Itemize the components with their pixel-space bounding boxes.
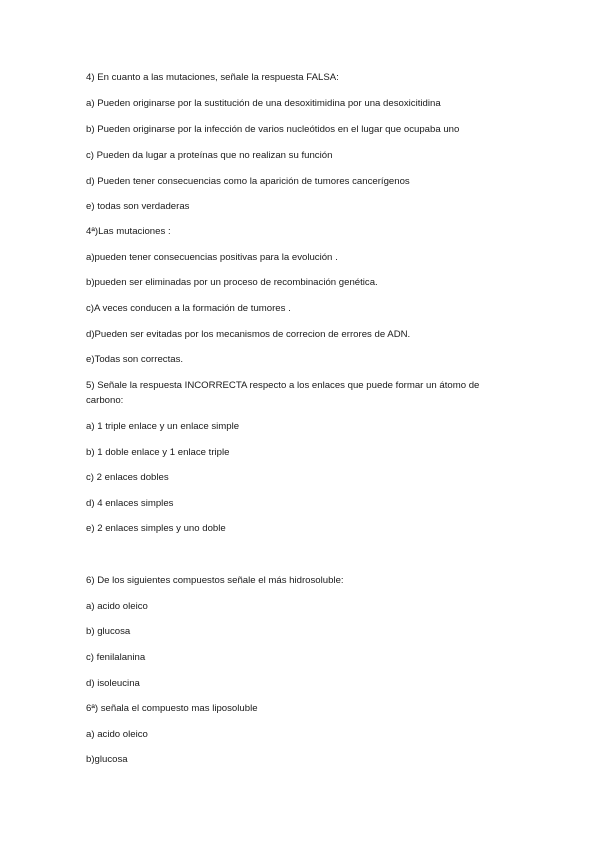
question-4b-option-a: a)pueden tener consecuencias positivas para la evolución . [86,252,338,263]
question-4-title: 4) En cuanto a las mutaciones, señale la respuesta FALSA: [86,72,339,83]
question-6-option-c: c) fenilalanina [86,652,146,663]
question-4-option-e: e) todas son verdaderas [86,201,190,212]
question-5-title: 5) Señale la respuesta INCORRECTA respecto a los enlaces que puede formar un átomo de carbono: [86,380,480,406]
question-6b-option-b: b)glucosa [86,754,128,765]
question-4-option-c: c) Pueden da lugar a proteínas que no realizan su función [86,150,333,161]
question-5-option-c: c) 2 enlaces dobles [86,472,169,483]
question-4b-option-c: c)A veces conducen a la formación de tumores . [86,303,291,314]
question-4-option-b: b) Pueden originarse por la infección de varios nucleótidos en el lugar que ocupaba uno [86,124,460,135]
question-4-option-d: d) Pueden tener consecuencias como la aparición de tumores cancerígenos [86,176,410,187]
question-6-title: 6) De los siguientes compuestos señale el más hidrosoluble: [86,575,344,586]
question-6-option-a: a) acido oleico [86,601,148,612]
question-5-option-d: d) 4 enlaces simples [86,498,174,509]
question-4b-option-b: b)pueden ser eliminadas por un proceso de recombinación genética. [86,277,378,288]
question-6b-title: 6ª) señala el compuesto mas liposoluble [86,703,258,714]
question-4-option-a: a) Pueden originarse por la sustitución de una desoxitimidina por una desoxicitidina [86,98,441,109]
question-5-option-b: b) 1 doble enlace y 1 enlace triple [86,447,230,458]
question-6-option-b: b) glucosa [86,626,131,637]
question-4b-option-d: d)Pueden ser evitadas por los mecanismos de correcion de errores de ADN. [86,329,411,340]
question-6-option-d: d) isoleucina [86,678,140,689]
question-4b-option-e: e)Todas son correctas. [86,354,184,365]
question-6b-option-a: a) acido oleico [86,729,148,740]
question-5-option-e: e) 2 enlaces simples y uno doble [86,523,226,534]
question-5-option-a: a) 1 triple enlace y un enlace simple [86,421,240,432]
question-4b-title: 4ª)Las mutaciones : [86,226,171,237]
